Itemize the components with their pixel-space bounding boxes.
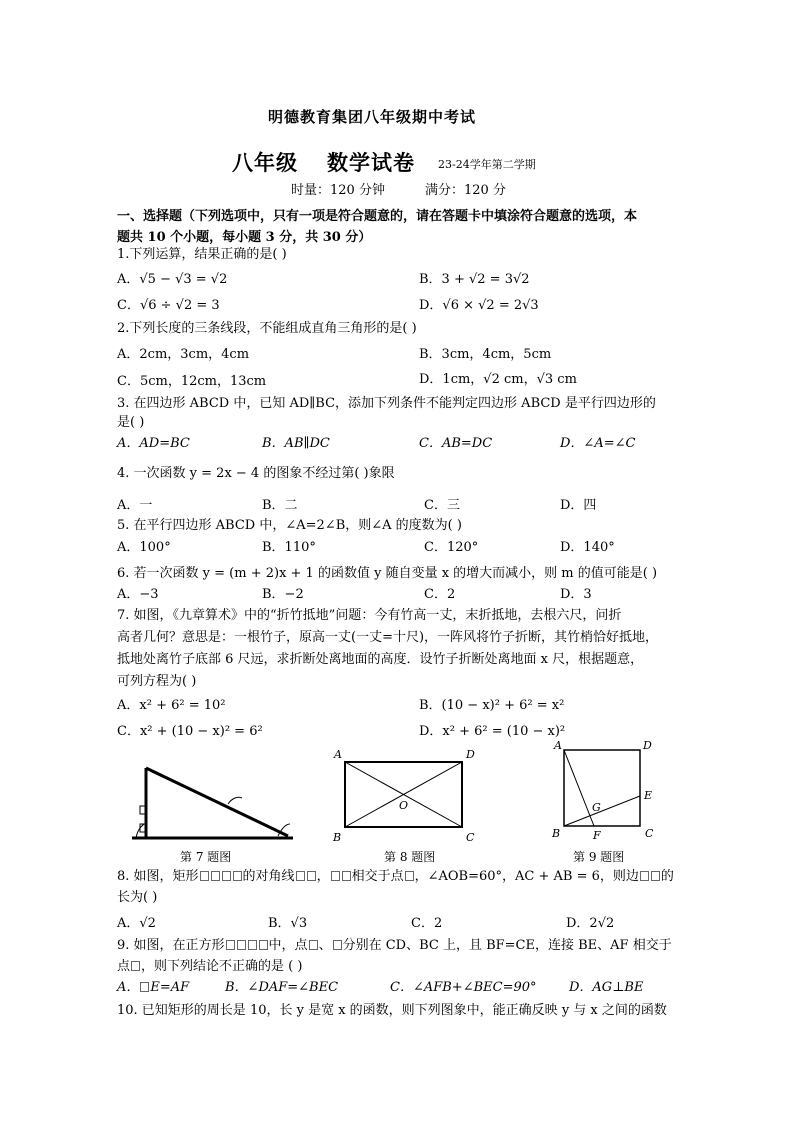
fig8-label-c: C — [466, 831, 475, 844]
q3-option-d: D．∠A=∠C — [560, 436, 636, 451]
q9-option-c: C．∠AFB+∠BEC=90° — [390, 980, 537, 995]
fig9-label-b: B — [552, 827, 561, 840]
q1-option-d: D．√6 × √2 = 2√3 — [419, 298, 539, 313]
time-label: 时量：120 分钟 — [291, 183, 385, 198]
fig9-label-g: G — [592, 801, 601, 814]
q6-option-c: C．2 — [424, 587, 456, 602]
q1-stem: 1.下列运算，结果正确的是( ) — [117, 247, 287, 262]
q6-stem: 6. 若一次函数 y = (m + 2)x + 1 的函数值 y 随自变量 x 的增大而减小，则 m 的值可能是( ) — [117, 566, 658, 581]
fig8-label-a: A — [334, 748, 342, 761]
figure-8-rectangle — [330, 745, 480, 845]
fig8-label-b: B — [333, 831, 342, 844]
q6-option-b: B．−2 — [262, 587, 304, 602]
section-title-line1: 一、选择题（下列选项中，只有一项是符合题意的，请在答题卡中填涂符合题意的选项，本 — [117, 209, 638, 224]
q6-option-d: D．3 — [560, 587, 592, 602]
q5-option-a: A．100° — [117, 540, 171, 555]
fig8-label-o: O — [399, 799, 409, 812]
term-label: 23-24学年第二学期 — [438, 158, 536, 171]
q5-option-d: D．140° — [560, 540, 615, 555]
subject-title: 数学试卷 — [327, 150, 415, 175]
q2-option-b: B．3cm，4cm，5cm — [419, 347, 552, 362]
q9-line2: 点 ，则下列结论不正确的是 ( ) — [117, 959, 303, 974]
q1-option-c: C．√6 ÷ √2 = 3 — [117, 298, 220, 313]
q7-option-d: D．x² + 6² = (10 − x)² — [419, 724, 566, 739]
q1-option-a: A．√5 − √3 = √2 — [117, 272, 228, 287]
figure-9-caption: 第 9 题图 — [573, 850, 625, 864]
fig9-label-a: A — [554, 739, 562, 752]
figure-7-bamboo — [128, 758, 298, 844]
q6-option-a: A．−3 — [117, 587, 159, 602]
figure-7-caption: 第 7 题图 — [180, 850, 232, 864]
q8-line2: 长为( ) — [117, 890, 158, 905]
q2-option-c: C．5cm，12cm，13cm — [117, 374, 267, 389]
q5-stem: 5. 在平行四边形 ABCD 中，∠A=2∠B，则∠A 的度数为( ) — [117, 518, 462, 533]
fig9-label-e: E — [644, 789, 653, 802]
q3-option-b: B．AB∥DC — [262, 436, 330, 451]
fig8-label-d: D — [466, 748, 475, 761]
q9-option-b: B．∠DAF=∠BEC — [225, 980, 339, 995]
q4-option-b: B．二 — [262, 498, 298, 513]
q7-option-c: C．x² + (10 − x)² = 6² — [117, 724, 263, 739]
school-title: 明德教育集团八年级期中考试 — [268, 108, 477, 126]
q2-option-a: A．2cm，3cm，4cm — [117, 347, 250, 362]
q8-line1: 8. 如图，矩形 的对角线 ， 相交于点 ，∠AOB=60°，AC + AB = 6，则边 的 — [117, 869, 674, 884]
q7-line2: 高者几何？意思是：一根竹子，原高一丈(一丈=十尺)，一阵风将竹子折断，其竹梢恰好抵地， — [117, 630, 659, 645]
q3-option-a: A．AD=BC — [117, 436, 190, 451]
q1-option-b: B．3 + √2 = 3√2 — [419, 272, 530, 287]
q4-option-c: C．三 — [424, 498, 460, 513]
q7-option-b: B．(10 − x)² + 6² = x² — [419, 698, 565, 713]
q5-option-c: C．120° — [424, 540, 479, 555]
q4-stem: 4. 一次函数 y = 2x − 4 的图象不经过第( )象限 — [117, 466, 395, 481]
figure-8-caption: 第 8 题图 — [384, 850, 436, 864]
q9-line1: 9. 如图，在正方形 中，点 、 分别在 CD、BC 上，且 BF=CE，连接 BE、AF 相交于 — [117, 938, 672, 953]
q3-option-c: C．AB=DC — [419, 436, 493, 451]
q2-option-d: D．1cm，√2 cm，√3 cm — [419, 372, 577, 387]
q3-stem-line2: 是( ) — [117, 415, 145, 430]
q8-option-b: B．√3 — [268, 916, 308, 931]
figure-9-square — [550, 738, 660, 842]
section-title-line2: 题共 10 个小题，每小题 3 分，共 30 分） — [117, 230, 372, 245]
q4-option-a: A．一 — [117, 498, 153, 513]
q7-line1: 7. 如图，《九章算术》中的“折竹抵地”问题：今有竹高一丈，末折抵地，去根六尺，问折 — [117, 608, 622, 623]
grade-title: 八年级 — [232, 150, 298, 175]
q8-option-d: D．2√2 — [566, 916, 615, 931]
q4-option-d: D．四 — [560, 498, 597, 513]
q5-option-b: B．110° — [262, 540, 316, 555]
q7-line3: 抵地处离竹子底部 6 尺远，求折断处离地面的高度．设竹子折断处离地面 x 尺，根据题意， — [117, 652, 644, 667]
q9-option-d: D．AG⊥BE — [569, 980, 644, 995]
fig9-label-f: F — [593, 829, 601, 842]
q7-option-a: A．x² + 6² = 10² — [117, 698, 226, 713]
q2-stem: 2.下列长度的三条线段，不能组成直角三角形的是( ) — [117, 321, 417, 336]
q8-option-c: C．2 — [411, 916, 443, 931]
q9-option-a: A． E=AF — [117, 980, 190, 995]
q8-option-a: A．√2 — [117, 916, 156, 931]
fig9-label-d: D — [643, 739, 652, 752]
q10-line1: 10. 已知矩形的周长是 10，长 y 是宽 x 的函数，则下列图象中，能正确反映 y 与 x 之间的函数 — [117, 1003, 667, 1018]
score-label: 满分：120 分 — [425, 183, 506, 198]
q3-stem-line1: 3. 在四边形 ABCD 中，已知 AD∥BC，添加下列条件不能判定四边形 ABCD 是平行四边形的 — [117, 396, 656, 411]
fig9-label-c: C — [645, 827, 654, 840]
q7-line4: 可列方程为( ) — [117, 674, 197, 689]
